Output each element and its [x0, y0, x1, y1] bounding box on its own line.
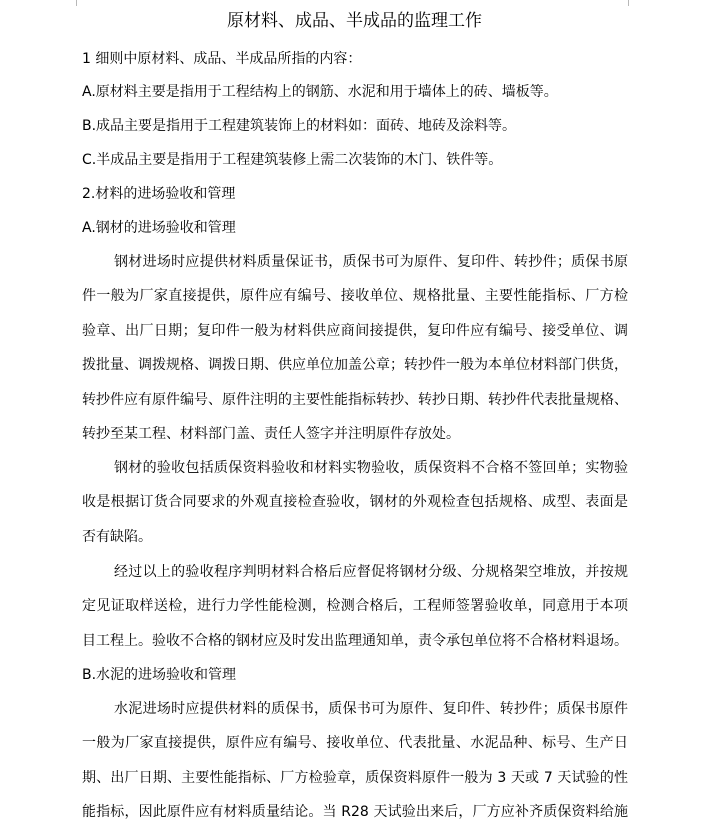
- paragraph-line: 否有缺陷。: [82, 528, 152, 545]
- section-2-heading: 2.材料的进场验收和管理: [82, 186, 236, 202]
- subsection-b-cement-heading: B.水泥的进场验收和管理: [82, 667, 237, 683]
- right-margin-corner-mark: [628, 0, 643, 6]
- paragraph-line: 经过以上的验收程序判明材料合格后应督促将钢材分级、分规格架空堆放，并按规: [114, 564, 628, 580]
- document-title: 原材料、成品、半成品的监理工作: [227, 11, 482, 31]
- paragraph-line: 件一般为厂家直接提供，原件应有编号、接收单位、规格批量、主要性能指标、厂方检: [82, 288, 628, 305]
- paragraph-line: 期、出厂日期、主要性能指标、厂方检验章，质保资料原件一般为 3 天或 7 天试验的性: [82, 769, 628, 786]
- section-1-heading: 1 细则中原材料、成品、半成品所指的内容：: [82, 51, 362, 67]
- paragraph-line: 钢材进场时应提供材料质量保证书，质保书可为原件、复印件、转抄件；质保书原: [114, 254, 628, 270]
- paragraph-steel-procedure: [82, 555, 628, 658]
- paragraph-steel-documents: [82, 245, 628, 451]
- paragraph-line: 钢材的验收包括质保资料验收和材料实物验收，质保资料不合格不签回单；实物验: [114, 460, 628, 476]
- item-a-raw-materials: A.原材料主要是指用于工程结构上的钢筋、水泥和用于墙体上的砖、墙板等。: [82, 84, 558, 100]
- paragraph-line: 拨批量、调拨规格、调拨日期、供应单位加盖公章；转抄件一般为本单位材料部门供货，: [82, 357, 628, 374]
- subsection-a-steel-heading: A.钢材的进场验收和管理: [82, 220, 236, 236]
- item-b-finished-products: B.成品主要是指用于工程建筑装饰上的材料如：面砖、地砖及涂料等。: [82, 118, 517, 134]
- item-c-semi-finished-products: C.半成品主要是指用于工程建筑装修上需二次装饰的木门、铁件等。: [82, 152, 503, 168]
- paragraph-line: 定见证取样送检，进行力学性能检测，检测合格后，工程师签署验收单，同意用于本项: [82, 598, 628, 615]
- paragraph-steel-inspection: [82, 451, 628, 554]
- paragraph-line: 转抄件应有原件编号、原件注明的主要性能指标转抄、转抄日期、转抄件代表批量规格、: [82, 391, 628, 408]
- paragraph-line: 收是根据订货合同要求的外观直接检查验收，钢材的外观检查包括规格、成型、表面是: [82, 494, 628, 511]
- paragraph-line: 目工程上。验收不合格的钢材应及时发出监理通知单，责令承包单位将不合格材料退场。: [82, 632, 628, 649]
- paragraph-line: 转抄至某工程、材料部门盖、责任人签字并注明原件存放处。: [82, 425, 460, 442]
- paragraph-line: 验章、出厂日期；复印件一般为材料供应商间接提供，复印件应有编号、接受单位、调: [82, 322, 628, 339]
- paragraph-line: 能指标，因此原件应有材料质量结论。当 R28 天试验出来后，厂方应补齐质保资料给施: [82, 804, 628, 821]
- left-margin-corner-mark: [62, 0, 77, 6]
- paragraph-line: 水泥进场时应提供材料的质保书，质保书可为原件、复印件、转抄件；质保书原件: [114, 701, 628, 717]
- paragraph-cement-documents: [82, 692, 628, 830]
- paragraph-line: 一般为厂家直接提供，原件应有编号、接收单位、代表批量、水泥品种、标号、生产日: [82, 735, 628, 752]
